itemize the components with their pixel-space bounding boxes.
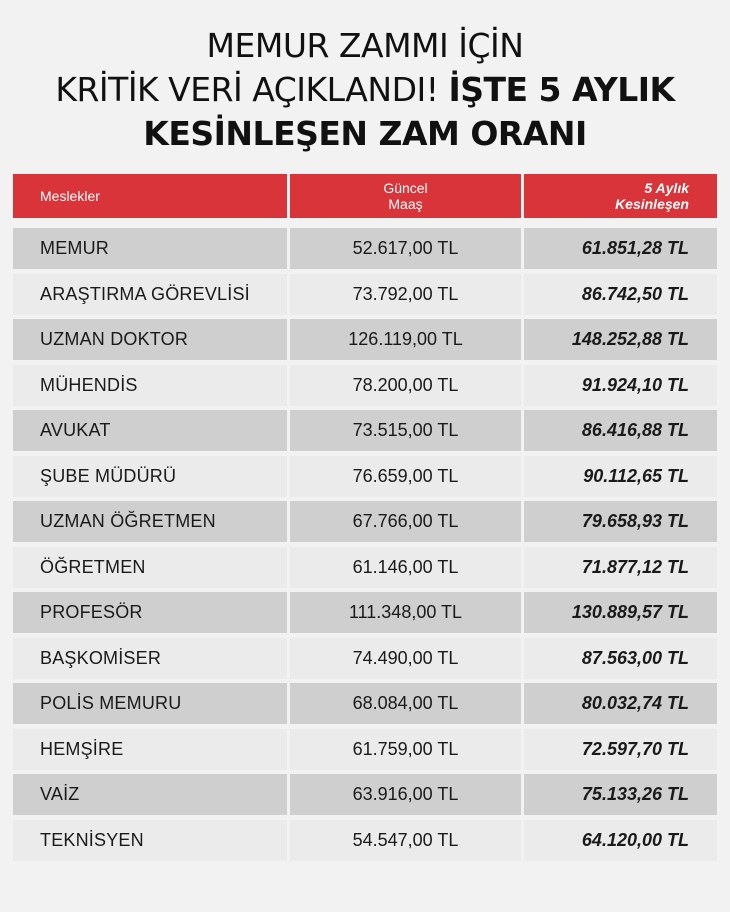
final-salary-cell: 61.851,28 TL: [524, 228, 717, 269]
final-salary-cell: 130.889,57 TL: [524, 592, 717, 633]
headline-line-3: KESİNLEŞEN ZAM ORANI: [143, 114, 587, 153]
occupation-cell: MEMUR: [13, 228, 287, 269]
current-salary-cell: 111.348,00 TL: [290, 592, 521, 633]
current-salary-cell: 61.146,00 TL: [290, 547, 521, 588]
occupation-cell: ÖĞRETMEN: [13, 547, 287, 588]
header-final-salary: [524, 174, 717, 218]
table-row: [13, 456, 717, 497]
headline-line-2: [0, 68, 730, 112]
current-salary-cell: 74.490,00 TL: [290, 638, 521, 679]
current-salary-cell: 76.659,00 TL: [290, 456, 521, 497]
occupation-cell: ŞUBE MÜDÜRÜ: [13, 456, 287, 497]
occupation-cell: PROFESÖR: [13, 592, 287, 633]
table-row: [13, 228, 717, 269]
current-salary-cell: 126.119,00 TL: [290, 319, 521, 360]
final-salary-cell: 71.877,12 TL: [524, 547, 717, 588]
header-current-salary: [290, 174, 521, 218]
header-final-salary-line-1: 5 Aylık: [644, 180, 689, 196]
table-row: [13, 729, 717, 770]
occupation-cell: AVUKAT: [13, 410, 287, 451]
table-row: [13, 820, 717, 861]
table-body: [13, 228, 717, 861]
salary-table: [13, 174, 717, 865]
table-row: [13, 638, 717, 679]
occupation-cell: BAŞKOMİSER: [13, 638, 287, 679]
current-salary-cell: 67.766,00 TL: [290, 501, 521, 542]
current-salary-cell: 54.547,00 TL: [290, 820, 521, 861]
occupation-cell: HEMŞİRE: [13, 729, 287, 770]
occupation-cell: TEKNİSYEN: [13, 820, 287, 861]
table-row: [13, 274, 717, 315]
occupation-cell: VAİZ: [13, 774, 287, 815]
table-row: [13, 319, 717, 360]
final-salary-cell: 75.133,26 TL: [524, 774, 717, 815]
table-row: [13, 683, 717, 724]
table-row: [13, 547, 717, 588]
headline: [0, 24, 730, 156]
table-header-row: [13, 174, 717, 218]
headline-line-1: MEMUR ZAMMI İÇİN: [206, 26, 524, 65]
headline-line-2-bold: İŞTE 5 AYLIK: [448, 70, 675, 109]
table-row: [13, 410, 717, 451]
current-salary-cell: 73.792,00 TL: [290, 274, 521, 315]
final-salary-cell: 86.742,50 TL: [524, 274, 717, 315]
final-salary-cell: 86.416,88 TL: [524, 410, 717, 451]
final-salary-cell: 79.658,93 TL: [524, 501, 717, 542]
final-salary-cell: 87.563,00 TL: [524, 638, 717, 679]
current-salary-cell: 63.916,00 TL: [290, 774, 521, 815]
headline-line-2-regular: KRİTİK VERİ AÇIKLANDI!: [55, 70, 449, 109]
current-salary-cell: 73.515,00 TL: [290, 410, 521, 451]
occupation-cell: ARAŞTIRMA GÖREVLİSİ: [13, 274, 287, 315]
occupation-cell: POLİS MEMURU: [13, 683, 287, 724]
current-salary-cell: 52.617,00 TL: [290, 228, 521, 269]
table-row: [13, 501, 717, 542]
table-row: [13, 365, 717, 406]
occupation-cell: UZMAN ÖĞRETMEN: [13, 501, 287, 542]
header-final-salary-line-2: Kesinleşen: [615, 196, 689, 212]
current-salary-cell: 61.759,00 TL: [290, 729, 521, 770]
current-salary-cell: 78.200,00 TL: [290, 365, 521, 406]
occupation-cell: UZMAN DOKTOR: [13, 319, 287, 360]
final-salary-cell: 72.597,70 TL: [524, 729, 717, 770]
header-current-salary-line-1: Güncel: [383, 180, 428, 196]
final-salary-cell: 64.120,00 TL: [524, 820, 717, 861]
table-row: [13, 592, 717, 633]
final-salary-cell: 148.252,88 TL: [524, 319, 717, 360]
final-salary-cell: 80.032,74 TL: [524, 683, 717, 724]
final-salary-cell: 90.112,65 TL: [524, 456, 717, 497]
table-row: [13, 774, 717, 815]
final-salary-cell: 91.924,10 TL: [524, 365, 717, 406]
header-occupations: Meslekler: [13, 174, 287, 218]
occupation-cell: MÜHENDİS: [13, 365, 287, 406]
header-current-salary-line-2: Maaş: [388, 196, 423, 212]
current-salary-cell: 68.084,00 TL: [290, 683, 521, 724]
